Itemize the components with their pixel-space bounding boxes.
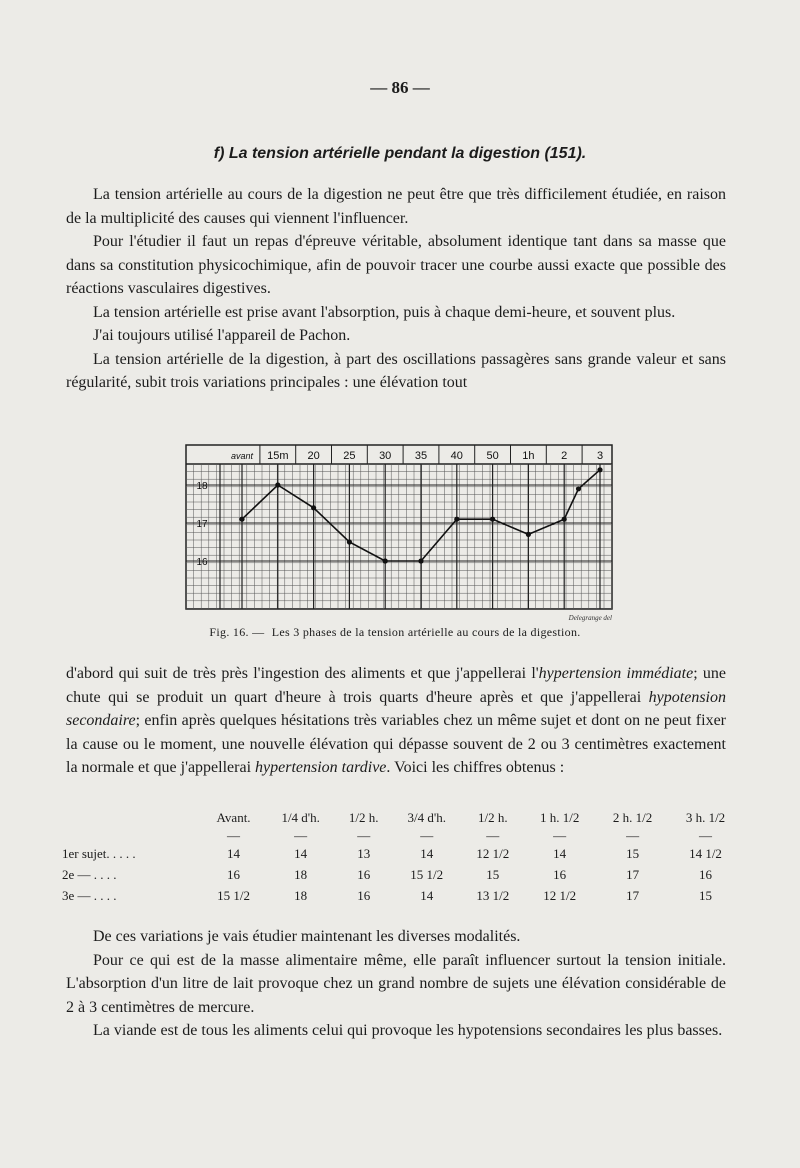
table-cell: 16 [227, 867, 241, 882]
data-table [62, 810, 742, 906]
italic-term: hypotension secondaire [66, 688, 726, 729]
paragraph: La viande est de tous les aliments celui qui provoque les hypotensions secondaires les plus basses. [93, 1022, 723, 1039]
table-cell: 17 [626, 888, 640, 903]
italic-term: hypertension tardive [255, 759, 387, 776]
intro-text [66, 183, 726, 395]
data-point [562, 517, 567, 522]
data-point [597, 467, 602, 472]
table-cell: 15 1/2 [217, 888, 250, 903]
y-tick-label: 17 [196, 519, 208, 530]
table-cell: 15 [699, 888, 712, 903]
header-dash: — [294, 828, 308, 843]
column-header [62, 810, 202, 828]
header-dash: — [227, 828, 241, 843]
text-run: d'abord qui suit de très près l'ingestion des aliments et que j'appellerai l' [66, 665, 539, 682]
header-dash: — [486, 828, 500, 843]
x-tick-label: avant [230, 451, 254, 461]
table-cell: 16 [357, 888, 371, 903]
table-cell: 14 [420, 846, 434, 861]
y-tick-label: 16 [196, 557, 208, 568]
data-point [576, 486, 581, 491]
table-cell: 16 [357, 867, 371, 882]
table-cell: 13 1/2 [476, 888, 510, 903]
body-text [66, 662, 726, 780]
data-point [239, 517, 244, 522]
text-run: . Voici les chiffres obtenus : [386, 759, 565, 776]
column-header: 1/4 d'h. [281, 810, 320, 825]
table-cell: 14 1/2 [689, 846, 722, 861]
figure-16 [180, 437, 620, 627]
table-cell: 16 [553, 867, 567, 882]
x-tick-label: 35 [414, 450, 428, 462]
table-cell: 12 1/2 [476, 846, 510, 861]
x-tick-label: 1h [522, 450, 535, 462]
table-cell: 14 [553, 846, 567, 861]
section-title: f) La tension artérielle pendant la digestion (151). [213, 145, 587, 162]
x-tick-label: 15m [267, 450, 289, 462]
table-cell: 15 [626, 846, 640, 861]
data-point [490, 517, 495, 522]
closing-text [66, 925, 726, 1043]
paragraph: La tension artérielle au cours de la digestion ne peut être que très difficilement étudiée, en raison de la multiplicité des causes qui viennent l'influencer. [66, 186, 726, 227]
table-cell: 15 [486, 867, 500, 882]
header-dash: — [553, 828, 567, 843]
table-cell: 15 1/2 [410, 867, 444, 882]
figure-caption [0, 625, 790, 640]
data-point [311, 505, 316, 510]
table-cell: 17 [626, 867, 640, 882]
header-dash: — [699, 828, 712, 843]
table-cell: 18 [294, 888, 308, 903]
table-cell: 16 [699, 867, 712, 882]
paragraph: Pour l'étudier il faut un repas d'épreuve véritable, absolument identique tant dans sa masse que dans sa constitution physicochimique, afin de pouvoir tracer une courbe aussi exacte que possible des réactions vasculaires digestives. [66, 233, 726, 297]
table-cell: 13 [357, 846, 371, 861]
paragraph: La tension artérielle de la digestion, à part des oscillations passagères sans grande valeur et sans régularité, subit trois variations principales : une élévation tout [66, 350, 726, 391]
data-point [383, 558, 388, 563]
data-point [454, 517, 459, 522]
header-dash: — [626, 828, 640, 843]
paragraph: La tension artérielle est prise avant l'absorption, puis à chaque demi-heure, et souvent plus. [93, 303, 676, 321]
paragraph: Pour ce qui est de la masse alimentaire même, elle paraît influencer surtout la tension initiale. L'absorption d'un litre de lait provoque chez un grand nombre de sujets une élévation considérable de 2 à 3 centimètres de mercure. [66, 951, 726, 1016]
x-tick-label: 40 [450, 450, 463, 462]
row-label: 1er sujet. . . . . [62, 846, 136, 861]
column-header: 1/2 h. [477, 810, 508, 825]
data-point [347, 539, 352, 544]
data-point [526, 532, 531, 537]
x-tick-label: 20 [307, 450, 320, 462]
table-cell: 14 [227, 846, 241, 861]
text-run: ; une chute qui se produit un quart d'heure à trois quarts d'heure après et que j'appellerai [66, 665, 727, 706]
tension-chart [180, 437, 620, 627]
table-row [62, 885, 742, 906]
column-header: 3 h. 1/2 [685, 810, 726, 825]
table-cell: 14 [294, 846, 308, 861]
text-run: ; enfin après quelques hésitations très variables chez un même sujet et dont on ne peut fixer la cause ou le moment, une nouvelle élévation qui dépasse souvent de 2 ou 3 centimètres exactement la normale et que j'appellerai [66, 712, 726, 776]
x-tick-label: 30 [379, 450, 392, 462]
paragraph: J'ai toujours utilisé l'appareil de Pachon. [93, 327, 351, 344]
table-cell: 12 1/2 [543, 888, 577, 903]
column-header: 3/4 d'h. [407, 810, 446, 825]
table-row [62, 864, 742, 885]
column-header: 2 h. 1/2 [612, 810, 653, 825]
row-label: 2e — . . . . [62, 867, 117, 882]
data-point [418, 558, 423, 563]
italic-term: hypertension immédiate [538, 665, 694, 682]
x-tick-label: 3 [596, 450, 604, 462]
paragraph [66, 662, 726, 780]
page-number: — 86 — [370, 78, 430, 97]
column-header: Avant. [216, 810, 251, 825]
x-tick-label: 50 [486, 450, 499, 462]
figure-caption-text: Les 3 phases de la tension artérielle au cours de la digestion. [271, 625, 581, 639]
x-tick-label: 25 [343, 450, 356, 462]
figure-label: Fig. 16. — [209, 625, 265, 639]
column-header: 1/2 h. [348, 810, 379, 825]
artist-signature: Delegrange del [568, 614, 612, 622]
column-header: 1 h. 1/2 [539, 810, 580, 825]
table-cell: 14 [420, 888, 434, 903]
table-cell: 18 [294, 867, 308, 882]
row-label: 3e — . . . . [62, 888, 117, 903]
data-point [275, 482, 280, 487]
table-row [62, 843, 742, 864]
header-dash: — [420, 828, 434, 843]
x-tick-label: 2 [561, 450, 568, 462]
header-dash [62, 828, 202, 843]
paragraph: De ces variations je vais étudier maintenant les diverses modalités. [93, 928, 521, 945]
y-tick-label: 18 [196, 481, 208, 492]
header-dash: — [357, 828, 371, 843]
